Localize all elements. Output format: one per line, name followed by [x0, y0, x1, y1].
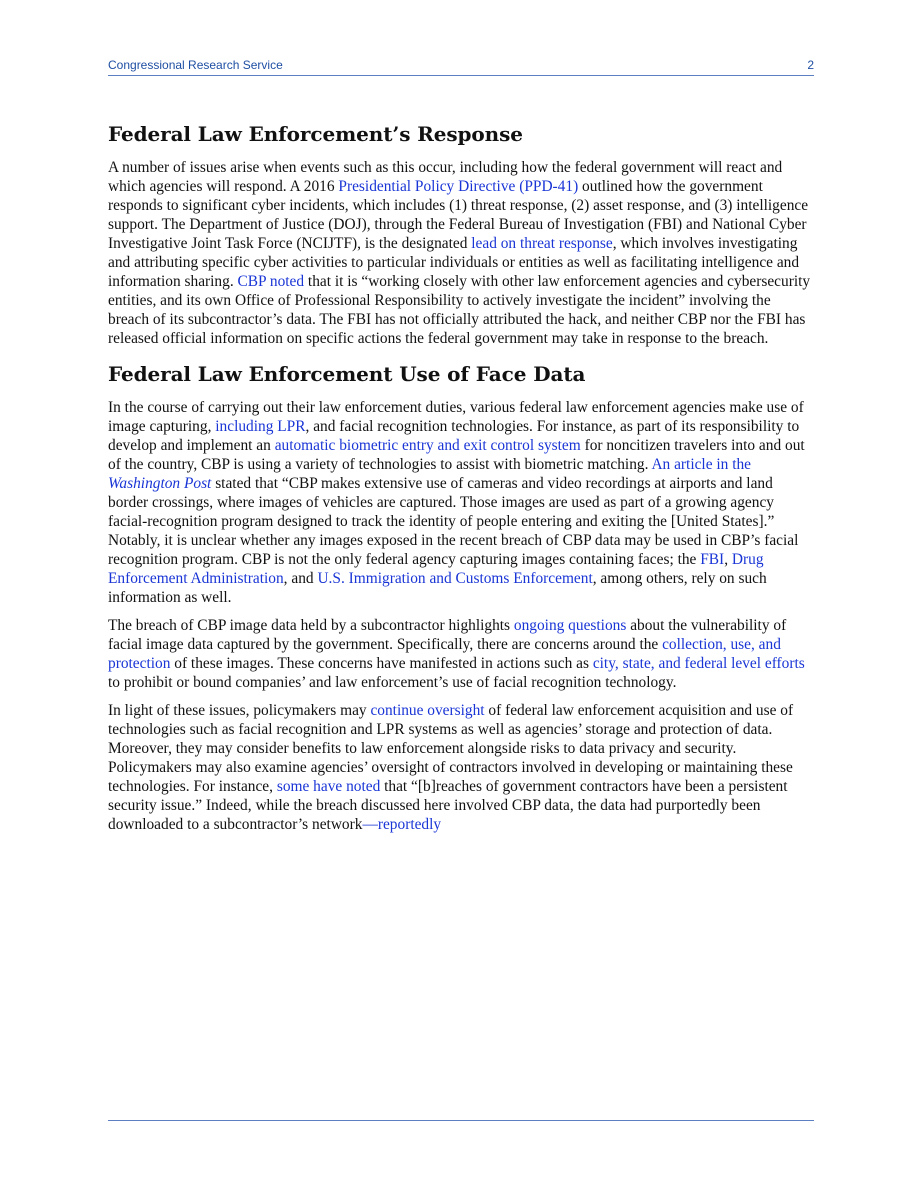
link-reportedly[interactable]: —reportedly [362, 816, 442, 833]
link-collection-use-protection[interactable]: collection, use, and protection [108, 636, 781, 672]
link-cbp-noted[interactable]: CBP noted [237, 273, 305, 290]
link-continue-oversight[interactable]: continue oversight [370, 702, 485, 719]
page-number: 2 [807, 58, 814, 72]
link-biometric-entry-exit[interactable]: automatic biometric entry and exit control system [274, 437, 581, 454]
link-city-state-federal-efforts[interactable]: city, state, and federal level efforts [592, 655, 805, 672]
link-washington-post-article[interactable]: An article in the Washington Post [108, 456, 752, 492]
header-org: Congressional Research Service [108, 58, 283, 72]
link-dea[interactable]: Drug Enforcement Administration [108, 551, 764, 587]
section-heading-response: Federal Law Enforcement’s Response [108, 122, 523, 146]
paragraph-face-data-1: In the course of carrying out their law enforcement duties, various federal law enforcement agencies make use of image capturing, including LPR, and facial recognition technologies. For instance, as part of its responsibility to develop and implement an automatic biometric entry and exit control system for noncitizen travelers into and out of the country, CBP is using a variety of technologies to assist with biometric matching. An article in the Washington Post stated that “CBP makes extensive use of cameras and video recordings at airports and land border crossings, where images of vehicles are captured. Those images are used as part of a growing agency facial-recognition program designed to track the identity of people entering and exiting the [United States].” Notably, it is unclear whether any images exposed in the recent breach of CBP data may be used in CBP’s facial recognition program. CBP is not the only federal agency capturing images containing faces; the FBI, Drug Enforcement Administration, and U.S. Immigration and Customs Enforcement, among others, rely on such information as well. [108, 399, 805, 606]
link-lead-on-threat-response[interactable]: lead on threat response [471, 235, 613, 252]
document-body [108, 122, 814, 843]
link-ppd41[interactable]: Presidential Policy Directive (PPD-41) [338, 178, 579, 195]
paragraph-response: A number of issues arise when events such as this occur, including how the federal government will react and which agencies will respond. A 2016 Presidential Policy Directive (PPD-41) outlined how the government responds to significant cyber incidents, which includes (1) threat response, (2) asset response, and (3) intelligence support. The Department of Justice (DOJ), through the Federal Bureau of Investigation (FBI) and National Cyber Investigative Joint Task Force (NCIJTF), is the designated lead on threat response, which involves investigating and attributing specific cyber activities to particular individuals or entities as well as facilitating intelligence and information sharing. CBP noted that it is “working closely with other law enforcement agencies and cybersecurity entities, and its own Office of Professional Responsibility to actively investigate the incident” involving the breach of its subcontractor’s data. The FBI has not officially attributed the hack, and neither CBP nor the FBI has released official information on specific actions the federal government may take in response to the breach. [108, 159, 811, 347]
link-some-have-noted[interactable]: some have noted [276, 778, 381, 795]
section-heading-face-data: Federal Law Enforcement Use of Face Data [108, 362, 586, 386]
running-header [108, 58, 814, 76]
paragraph-face-data-2: The breach of CBP image data held by a subcontractor highlights ongoing questions about the vulnerability of facial image data captured by the government. Specifically, there are concerns around the collection, use, and protection of these images. These concerns have manifested in actions such as city, state, and federal level efforts to prohibit or bound companies’ and law enforcement’s use of facial recognition technology. [108, 617, 805, 691]
link-including-lpr[interactable]: including LPR [215, 418, 306, 435]
paragraph-face-data-3: In light of these issues, policymakers may continue oversight of federal law enforcement acquisition and use of technologies such as facial recognition and LPR systems as well as agencies’ storage and protection of data. Moreover, they may consider benefits to law enforcement alongside risks to data privacy and security. Policymakers may also examine agencies’ oversight of contractors involved in developing or maintaining these technologies. For instance, some have noted that “[b]reaches of government contractors have been a persistent security issue.” Indeed, while the breach discussed here involved CBP data, the data had purportedly been downloaded to a subcontractor’s network—reportedly [108, 702, 794, 833]
link-fbi[interactable]: FBI [700, 551, 725, 568]
link-ongoing-questions[interactable]: ongoing questions [513, 617, 627, 634]
footer-divider [108, 1120, 814, 1121]
link-ice[interactable]: U.S. Immigration and Customs Enforcement [317, 570, 593, 587]
